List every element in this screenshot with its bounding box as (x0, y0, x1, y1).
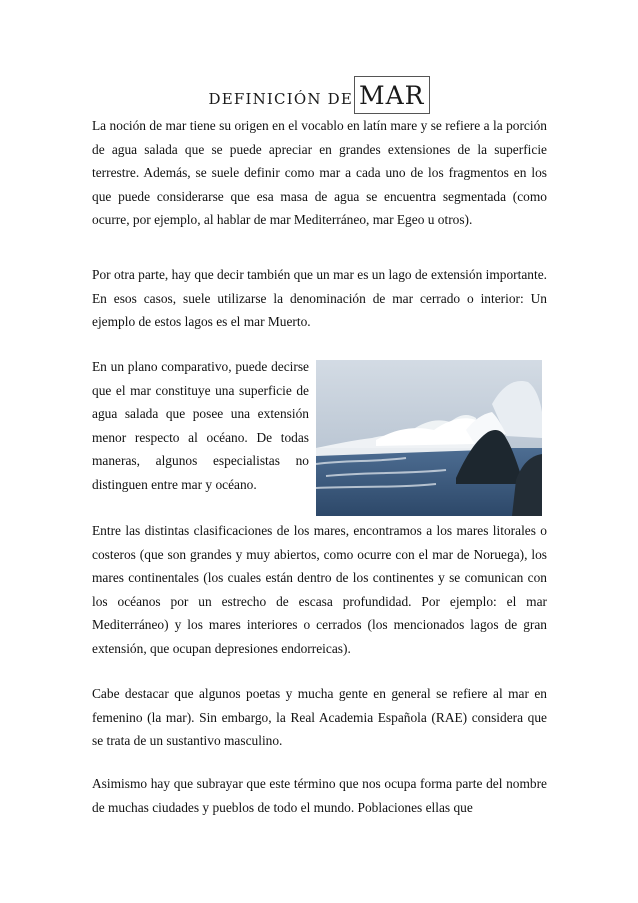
paragraph-1: La noción de mar tiene su origen en el vocablo en latín mare y se refiere a la porción de agua salada que se puede apreciar en grandes extensiones de la superficie terrestre. Además, se suele definir como mar a cada uno de los fragmentos en los que puede considerarse que esa masa de agua se encuentra segmentada (como ocurre, por ejemplo, al hablar de mar Mediterráneo, mar Egeo u otros). (92, 118, 547, 227)
title-boxed-word: MAR (354, 76, 429, 114)
paragraph-3: En un plano comparativo, puede decirse que el mar constituye una superficie de agua salada que posee una extensión menor respecto al océano. De todas maneras, algunos especialistas no distinguen entre mar y océano. (92, 359, 309, 492)
paragraph-4: Entre las distintas clasificaciones de los mares, encontramos a los mares litorales o costeros (que son grandes y muy abiertos, como ocurre con el mar de Noruega), los mares continentales (los cuales están dentro de los continentes y se comunican con los océanos por un estrecho de escasa profundidad. Por ejemplo: el mar Mediterráneo) y los mares interiores o cerrados (los mencionados lagos de gran extensión, que ocupan depresiones endorreicas). (92, 523, 547, 656)
paragraph-2: Por otra parte, hay que decir también que un mar es un lago de extensión importante. En esos casos, suele utilizarse la denominación de mar cerrado o interior: Un ejemplo de estos lagos es el mar Muerto. (92, 267, 547, 329)
title-prefix: DEFINICIÓN DE (208, 90, 354, 108)
sea-wave-photo (316, 360, 542, 516)
paragraph-5: Cabe destacar que algunos poetas y mucha gente en general se refiere al mar en femenino (la mar). Sin embargo, la Real Academia Española (RAE) considera que se trata de un sustantivo masculino. (92, 686, 547, 748)
page-title (0, 76, 638, 114)
paragraph-6: Asimismo hay que subrayar que este término que nos ocupa forma parte del nombre de muchas ciudades y pueblos de todo el mundo. Poblaciones ellas que (92, 776, 547, 815)
